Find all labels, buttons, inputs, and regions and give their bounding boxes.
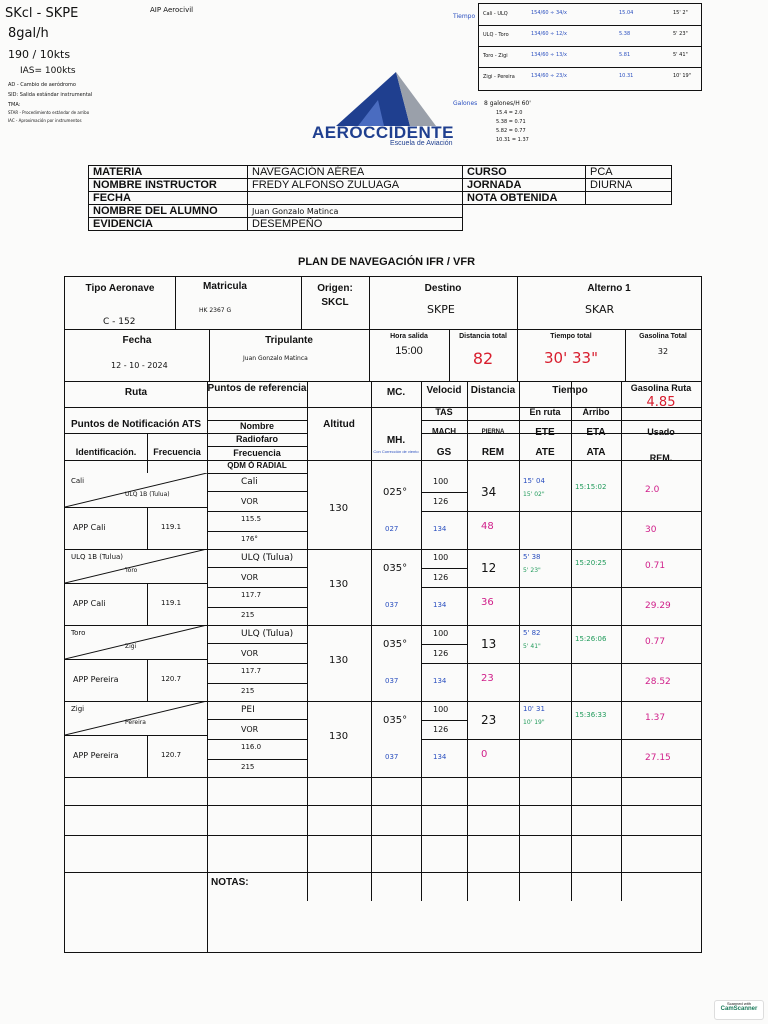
leg-freq-divider — [147, 659, 148, 701]
leg-ref-radial: 215 — [241, 687, 255, 695]
tipo-aeronave-value: C - 152 — [103, 317, 136, 327]
leg-mh: 037 — [385, 677, 399, 685]
leg-mc: 035° — [383, 639, 408, 650]
aeroccidente-logo-icon — [318, 72, 438, 128]
leg-altitud: 130 — [329, 579, 349, 590]
leg-data-line — [421, 739, 701, 740]
gasolina-ruta-value: 4.85 — [646, 395, 676, 410]
fecha-value — [248, 192, 463, 205]
calc-tiempo-label: Tiempo — [453, 13, 476, 20]
velocidad-label: Velocid — [426, 385, 462, 396]
note-ias: IAS= 100kts — [20, 66, 76, 76]
leg-ref-line — [207, 683, 307, 684]
leg-to: Pereira — [125, 719, 146, 726]
leg-mach: 134 — [433, 525, 447, 533]
leg-ref-line — [207, 531, 307, 532]
leg-ate: 15' 02" — [523, 491, 545, 498]
instructor-label: NOMBRE INSTRUCTOR — [89, 179, 248, 192]
leg-data-line — [421, 511, 701, 512]
calc-note: 5' 41" — [673, 52, 688, 58]
mh-label: MH. — [386, 435, 406, 446]
calc-gal-head: 8 galones/H 60' — [484, 100, 531, 107]
mach-label: MACH — [432, 427, 456, 436]
jornada-value: DIURNA — [586, 179, 672, 192]
note-route: SKcl - SKPE — [5, 6, 79, 21]
leg-ref-line — [207, 759, 307, 760]
ruta-label: Ruta — [124, 387, 148, 398]
frecuencia2-label: Frecuencia — [233, 448, 281, 458]
calc-note: 10' 19" — [673, 73, 691, 79]
leg-gas-rem: 29.29 — [645, 601, 671, 611]
gal-row: 10.31 = 1.37 — [496, 137, 529, 143]
mh-note: Con Corrección de viento — [373, 449, 419, 454]
leg-ref-radial: 215 — [241, 763, 255, 771]
leg-to: Toro — [125, 567, 138, 574]
evidencia-label: EVIDENCIA — [89, 218, 248, 231]
leg-ref-line — [207, 719, 307, 720]
calc-result: 5.38 — [619, 31, 631, 37]
alumno-label: NOMBRE DEL ALUMNO — [89, 205, 248, 218]
curso-value: PCA — [586, 166, 672, 179]
leg-mc: 035° — [383, 563, 408, 574]
leg-freq-divider — [147, 735, 148, 777]
leg-mid-line — [65, 659, 207, 660]
leg-ref-freq: 117.7 — [241, 591, 262, 599]
route-diagonal — [65, 473, 207, 507]
calc-segment: Zigi - Pereira — [483, 74, 515, 80]
calc-note: 15' 2" — [673, 10, 688, 16]
leg-freq: 120.7 — [161, 675, 182, 683]
evidencia-value: DESEMPEÑO — [248, 218, 463, 231]
leg-from: Toro — [71, 629, 86, 637]
leg-tas-line — [421, 720, 467, 721]
leg-ref-line — [207, 663, 307, 664]
arribo-label: Arribo — [582, 407, 610, 417]
leg-rem: 0 — [481, 749, 488, 760]
leg-freq-divider — [147, 507, 148, 549]
origen-label: Origen: — [317, 283, 353, 294]
calc-equation: 134/60 ÷ 13/x — [531, 52, 567, 58]
leg-ref-line — [207, 643, 307, 644]
leg-gas-used: 0.71 — [645, 561, 666, 571]
mc-label: MC. — [386, 387, 406, 398]
matricula-label: Matricula — [203, 281, 247, 292]
gasolina-total-value: 32 — [657, 347, 669, 356]
leg-mid-line — [65, 507, 207, 508]
route-diagonal — [65, 701, 207, 735]
leg-ref-type: VOR — [241, 497, 259, 506]
leg-ref-radial: 176° — [241, 535, 258, 543]
fecha-plan-label: Fecha — [122, 335, 152, 346]
logo-title: AEROCCIDENTE — [312, 123, 455, 142]
leg-ete: 15' 04 — [523, 477, 545, 485]
leg-mh: 027 — [385, 525, 399, 533]
calc-divider — [479, 67, 701, 68]
qdm-radial-label: QDM Ó RADIAL — [227, 461, 287, 470]
note-sid: SID: Salida estándar instrumental — [8, 92, 93, 98]
instructor-value: FREDY ALFONSO ZULUAGA — [248, 179, 463, 192]
calc-result: 5.81 — [619, 52, 631, 58]
frecuencia-label: Frecuencia — [153, 447, 201, 457]
distancia-total-value: 82 — [472, 349, 494, 368]
leg-gas-rem: 28.52 — [645, 677, 671, 687]
leg-ref-freq: 115.5 — [241, 515, 262, 523]
leg-distancia: 23 — [481, 713, 497, 727]
gasolina-ruta-label: Gasolina Ruta — [630, 383, 692, 393]
gs-label: GS — [436, 447, 452, 458]
leg-gs: 126 — [433, 497, 449, 506]
leg-tas: 100 — [433, 629, 449, 638]
flight-plan-form — [64, 276, 702, 953]
leg-ete: 5' 38 — [523, 553, 541, 561]
calc-box — [478, 3, 702, 91]
leg-gas-used: 2.0 — [645, 485, 660, 495]
route-diagonal — [65, 625, 207, 659]
leg-gas-rem: 27.15 — [645, 753, 671, 763]
leg-from: Cali — [71, 477, 85, 485]
leg-ref-name: ULQ (Tulua) — [241, 553, 294, 563]
curso-label: CURSO — [463, 166, 586, 179]
leg-tas-line — [421, 568, 467, 569]
ata-label: ATA — [586, 447, 606, 458]
note-star: STAR - Procedimiento estándar de arribo — [8, 110, 90, 115]
leg-mh: 037 — [385, 753, 399, 761]
leg-ete: 5' 82 — [523, 629, 541, 637]
calc-result: 10.31 — [619, 73, 634, 79]
leg-app: APP Pereira — [73, 675, 119, 684]
leg-ref-freq: 117.7 — [241, 667, 262, 675]
nota-value — [586, 192, 672, 205]
distancia-label: Distancia — [470, 385, 516, 396]
camscanner-badge: Scanned with CamScanner — [714, 1000, 764, 1020]
leg-ate: 5' 41" — [523, 643, 541, 650]
ate-label: ATE — [535, 447, 555, 458]
materia-label: MATERIA — [89, 166, 248, 179]
note-ad: AD - Cambio de aeródromo — [8, 82, 76, 88]
origen-value: SKCL — [321, 297, 349, 308]
tripulante-value: Juan Gonzalo Matinca — [243, 355, 308, 362]
leg-gs: 126 — [433, 649, 449, 658]
hora-salida-value: 15:00 — [395, 345, 423, 357]
note-fuel-rate: 8gal/h — [8, 26, 49, 41]
leg-eta: 15:26:06 — [575, 635, 607, 643]
destino-label: Destino — [424, 283, 462, 294]
leg-gs: 126 — [433, 573, 449, 582]
calc-equation: 154/60 ÷ 34/x — [531, 10, 567, 16]
leg-mach: 134 — [433, 753, 447, 761]
identificacion-label: Identificación. — [75, 447, 137, 457]
leg-data-line — [421, 663, 701, 664]
fecha-plan-value: 12 - 10 - 2024 — [111, 361, 168, 370]
matricula-value: HK 2367 G — [199, 307, 232, 314]
fecha-label: FECHA — [89, 192, 248, 205]
usado-label: Usado — [647, 427, 675, 437]
note-iac: IAC - Aproximación por instrumentos — [8, 118, 82, 123]
calc-equation: 134/60 ÷ 12/x — [531, 31, 567, 37]
alterno-value: SKAR — [585, 303, 615, 316]
radiofaro-label: Radiofaro — [235, 434, 278, 444]
jornada-label: JORNADA — [463, 179, 586, 192]
alumno-value: Juan Gonzalo Matinca — [248, 205, 463, 218]
leg-freq: 119.1 — [161, 523, 182, 531]
leg-ref-freq: 116.0 — [241, 743, 262, 751]
calc-segment: ULQ - Toro — [483, 32, 509, 38]
leg-distancia: 12 — [481, 561, 497, 575]
leg-eta: 15:15:02 — [575, 483, 607, 491]
en-ruta-label: En ruta — [529, 407, 561, 417]
leg-from: ULQ 1B (Tulua) — [71, 553, 124, 561]
note-aip: AIP Aerocivil — [150, 6, 194, 14]
leg-tas-line — [421, 492, 467, 493]
leg-mc: 035° — [383, 715, 408, 726]
calc-note: 5' 23" — [673, 31, 688, 37]
nota-label: NOTA OBTENIDA — [463, 192, 586, 205]
rem-gas-label: REM. — [649, 453, 673, 463]
leg-ate: 5' 23" — [523, 567, 541, 574]
leg-ate: 10' 19" — [523, 719, 545, 726]
leg-ete: 10' 31 — [523, 705, 545, 713]
tiempo-total-label: Tiempo total — [550, 333, 592, 340]
leg-ref-line — [207, 739, 307, 740]
leg-ref-name: PEI — [241, 705, 255, 715]
leg-data-line — [421, 587, 701, 588]
leg-mh: 037 — [385, 601, 399, 609]
materia-value: NAVEGACIÓN AÉREA — [248, 166, 463, 179]
alterno-label: Alterno 1 — [587, 283, 631, 294]
leg-ref-type: VOR — [241, 725, 259, 734]
calc-segment: Toro - Zigi — [483, 53, 508, 59]
tas-label: TAS — [435, 407, 453, 417]
hora-salida-label: Hora salida — [390, 333, 428, 340]
tripulante-label: Tripulante — [265, 335, 313, 346]
puntos-notificacion-label: Puntos de Notificación ATS — [70, 419, 201, 430]
leg-mach: 134 — [433, 677, 447, 685]
tiempo-col-label: Tiempo — [552, 385, 588, 396]
header-table — [88, 165, 672, 231]
leg-mach: 134 — [433, 601, 447, 609]
leg-ref-line — [207, 567, 307, 568]
eta-label: ETA — [586, 427, 606, 438]
leg-app: APP Pereira — [73, 751, 119, 760]
leg-tas: 100 — [433, 553, 449, 562]
leg-gs: 126 — [433, 725, 449, 734]
leg-rem: 36 — [481, 597, 494, 608]
leg-altitud: 130 — [329, 503, 349, 514]
leg-ref-line — [207, 491, 307, 492]
note-tma: TMA: — [8, 102, 21, 108]
leg-distancia: 13 — [481, 637, 497, 651]
nombre-label: Nombre — [239, 421, 274, 431]
leg-altitud: 130 — [329, 655, 349, 666]
calc-result: 15.04 — [619, 10, 634, 16]
leg-from: Zigi — [71, 705, 85, 713]
leg-eta: 15:20:25 — [575, 559, 607, 567]
notas-label: NOTAS: — [211, 877, 249, 888]
pierna-label: PIERNA — [481, 429, 505, 435]
distancia-total-label: Distancia total — [459, 333, 507, 340]
leg-ref-line — [207, 607, 307, 608]
plan-title: PLAN DE NAVEGACIÓN IFR / VFR — [298, 256, 476, 268]
leg-to: Zigi — [125, 643, 137, 650]
leg-gas-rem: 30 — [645, 525, 657, 535]
puntos-referencia-label: Puntos de referencia — [207, 383, 307, 394]
calc-divider — [479, 46, 701, 47]
calc-equation: 134/60 ÷ 23/x — [531, 73, 567, 79]
gal-row: 5.82 = 0.77 — [496, 128, 526, 134]
leg-app: APP Cali — [73, 523, 106, 532]
gal-row: 15.4 = 2.0 — [496, 110, 523, 116]
destino-value: SKPE — [427, 303, 455, 316]
leg-app: APP Cali — [73, 599, 106, 608]
calc-segment: Cali - ULQ — [483, 11, 508, 17]
calc-gal-label: Galones — [453, 100, 478, 107]
leg-eta: 15:36:33 — [575, 711, 607, 719]
leg-mc: 025° — [383, 487, 408, 498]
leg-freq-divider — [147, 583, 148, 625]
leg-ref-name: ULQ (Tulua) — [241, 629, 294, 639]
tipo-aeronave-label: Tipo Aeronave — [85, 283, 155, 294]
rem-label: REM — [481, 447, 505, 458]
leg-ref-type: VOR — [241, 649, 259, 658]
leg-gas-used: 1.37 — [645, 713, 666, 723]
leg-rem: 23 — [481, 673, 494, 684]
leg-altitud: 130 — [329, 731, 349, 742]
leg-freq: 120.7 — [161, 751, 182, 759]
note-wind: 190 / 10kts — [8, 48, 71, 61]
gal-row: 5.38 = 0.71 — [496, 119, 526, 125]
leg-mid-line — [65, 735, 207, 736]
leg-tas: 100 — [433, 477, 449, 486]
ete-label: ETE — [535, 427, 555, 438]
calc-divider — [479, 25, 701, 26]
leg-tas-line — [421, 644, 467, 645]
leg-mid-line — [65, 583, 207, 584]
logo-subtitle: Escuela de Aviación — [390, 140, 453, 147]
leg-ref-line — [207, 511, 307, 512]
leg-freq: 119.1 — [161, 599, 182, 607]
leg-ref-radial: 215 — [241, 611, 255, 619]
leg-tas: 100 — [433, 705, 449, 714]
tiempo-total-value: 30' 33" — [544, 349, 598, 367]
leg-gas-used: 0.77 — [645, 637, 666, 647]
gasolina-total-label: Gasolina Total — [639, 333, 687, 340]
leg-ref-name: Cali — [241, 477, 258, 487]
leg-distancia: 34 — [481, 485, 497, 499]
leg-to: ULQ 1B (Tulua) — [125, 491, 170, 498]
leg-ref-type: VOR — [241, 573, 259, 582]
altitud-label: Altitud — [323, 419, 355, 430]
leg-rem: 48 — [481, 521, 494, 532]
leg-ref-line — [207, 587, 307, 588]
